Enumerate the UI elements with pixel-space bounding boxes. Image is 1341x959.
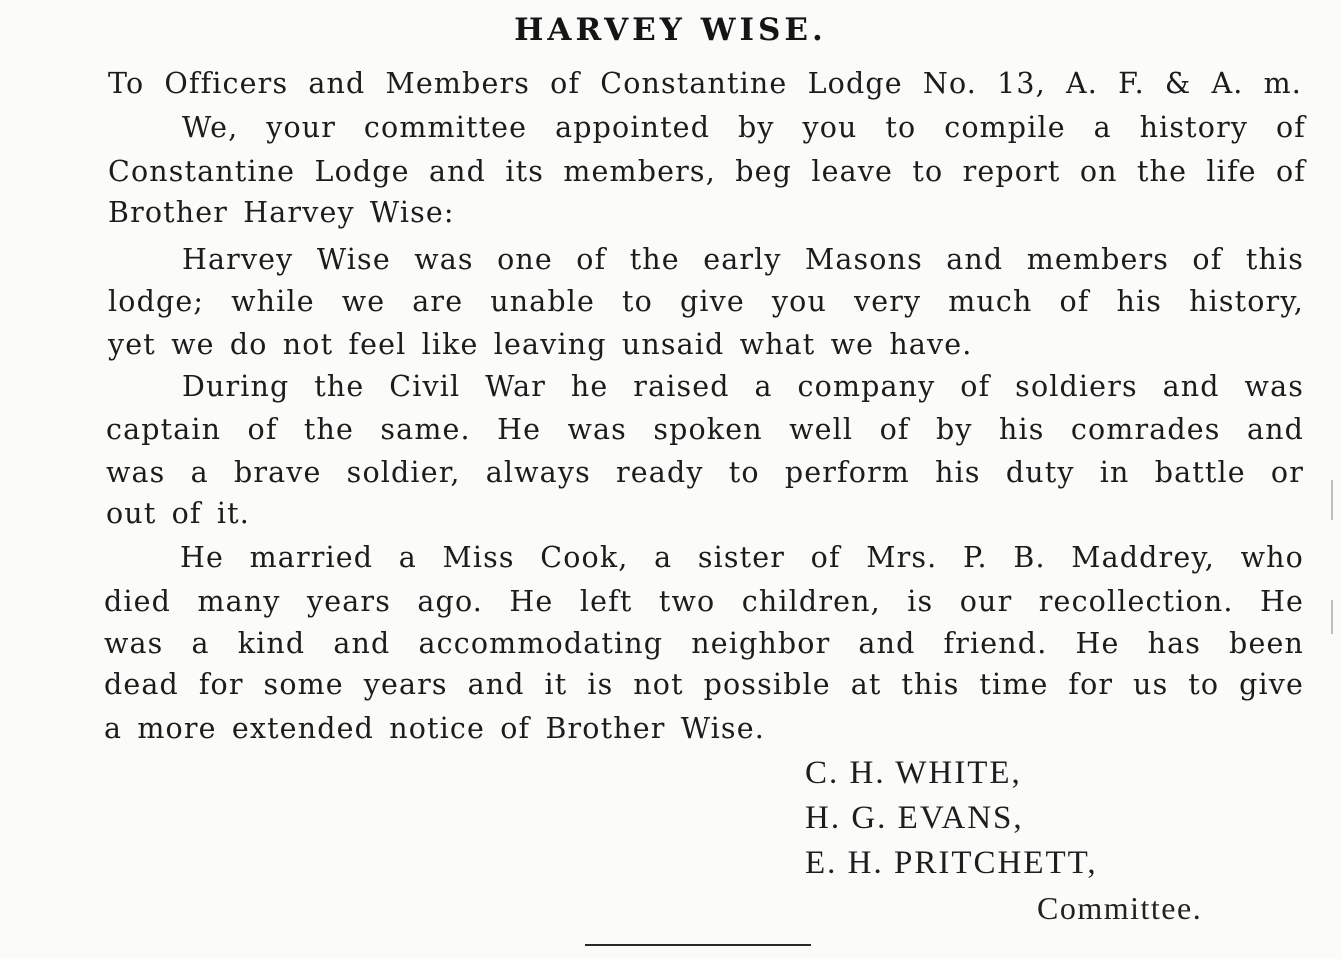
body-line-5: lodge; while we are unable to give you very much of his history, [108, 285, 1304, 318]
body-line-8: captain of the same. He was spoken well of by his comrades and [106, 413, 1304, 446]
salutation: To Officers and Members of Constantine Lodge No. 13, A. F. & A. m. [108, 67, 1302, 100]
signatory-evans: H. G. EVANS, [805, 800, 1024, 836]
body-line-1: We, your committee appointed by you to compile a history of [182, 111, 1306, 144]
body-line-9: was a brave soldier, always ready to perform his duty in battle or [106, 456, 1304, 489]
body-line-2: Constantine Lodge and its members, beg leave to report on the life of [108, 155, 1306, 188]
body-line-15: a more extended notice of Brother Wise. [104, 712, 765, 745]
body-line-7: During the Civil War he raised a company of soldiers and was [182, 370, 1304, 403]
body-line-14: dead for some years and it is not possible at this time for us to give [104, 668, 1304, 701]
article-title: HARVEY WISE. [514, 12, 827, 48]
signatory-white: C. H. WHITE, [805, 755, 1022, 791]
body-line-13: was a kind and accommodating neighbor and friend. He has been [104, 627, 1304, 660]
signatory-pritchett: E. H. PRITCHETT, [805, 845, 1098, 881]
scan-edge-mark [1331, 600, 1333, 634]
body-line-6: yet we do not feel like leaving unsaid what we have. [108, 328, 973, 361]
closing-rule [585, 944, 811, 946]
committee-label: Committee. [1037, 890, 1203, 926]
body-line-3: Brother Harvey Wise: [108, 196, 455, 229]
body-line-10: out of it. [106, 497, 250, 530]
body-line-11: He married a Miss Cook, a sister of Mrs. P. B. Maddrey, who [180, 541, 1304, 574]
body-line-4: Harvey Wise was one of the early Masons and members of this [182, 243, 1304, 276]
scan-edge-mark [1331, 480, 1333, 520]
body-line-12: died many years ago. He left two children, is our recollection. He [104, 585, 1304, 618]
